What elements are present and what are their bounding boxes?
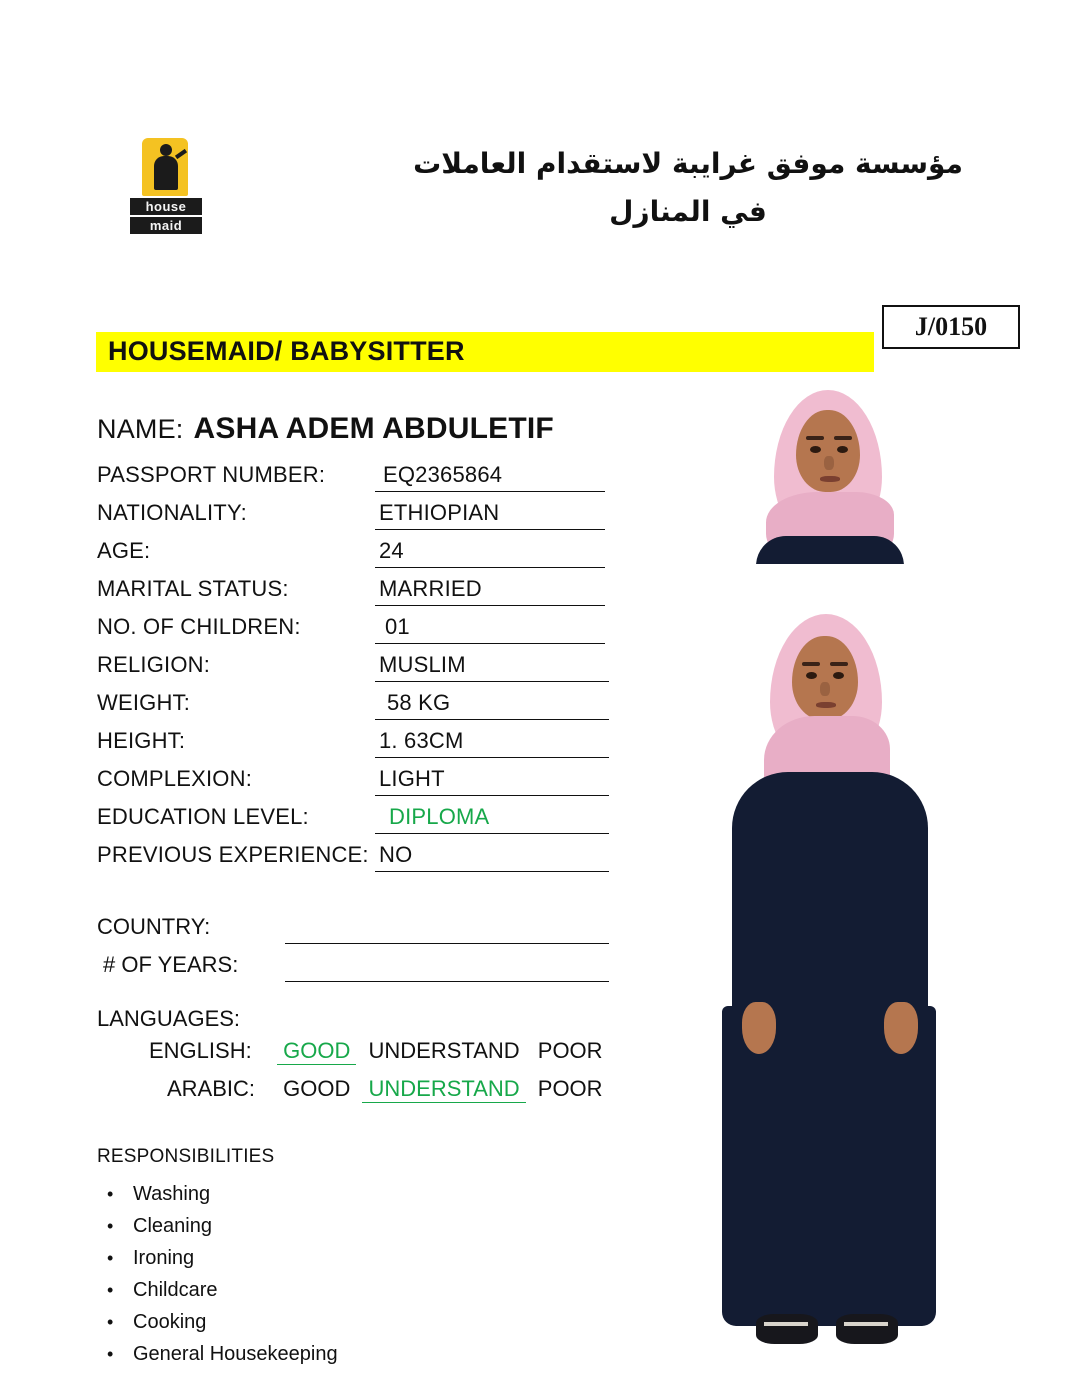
headshot-brow-left — [806, 436, 824, 440]
full-body-eye-left — [806, 672, 817, 679]
logo-maid-icon — [142, 138, 188, 196]
agency-name-arabic — [408, 140, 968, 236]
detail-label: EDUCATION LEVEL: — [97, 804, 309, 829]
detail-value: MARRIED — [379, 576, 482, 601]
agency-name-arabic-line1: مؤسسة موفق غرايبة لاستقدام العاملات — [413, 147, 963, 180]
page-title: HOUSEMAID/ BABYSITTER — [108, 336, 465, 366]
detail-underline — [375, 529, 605, 530]
list-item: • Ironing — [133, 1242, 617, 1274]
full-body-dress-lower — [722, 1006, 936, 1326]
language-level-poor: POOR — [537, 1038, 603, 1063]
company-logo — [98, 128, 234, 256]
applicant-headshot — [722, 384, 922, 564]
detail-value: 01 — [385, 614, 410, 639]
detail-value: 1. 63CM — [379, 728, 464, 753]
detail-underline — [375, 605, 605, 606]
detail-label: NO. OF CHILDREN: — [97, 614, 301, 639]
full-body-sandal-strap-left — [764, 1322, 808, 1326]
language-row-english — [97, 1038, 637, 1076]
detail-value: EQ2365864 — [383, 462, 503, 487]
experience-row-years — [97, 950, 587, 988]
list-item: • Childcare — [133, 1274, 617, 1306]
detail-row-age — [97, 536, 587, 574]
languages-section — [97, 1006, 637, 1114]
language-row-arabic — [97, 1076, 637, 1114]
headshot-eye-left — [810, 446, 821, 453]
responsibilities-list — [97, 1178, 617, 1370]
applicant-details-list — [97, 460, 587, 878]
detail-label: NATIONALITY: — [97, 500, 247, 525]
detail-underline — [375, 643, 605, 644]
detail-underline — [375, 567, 605, 568]
name-label: NAME: — [97, 414, 184, 444]
detail-value: 24 — [379, 538, 404, 563]
experience-details-block — [97, 912, 587, 988]
language-level-understand: UNDERSTAND — [368, 1038, 520, 1063]
detail-value: ETHIOPIAN — [379, 500, 500, 525]
detail-label: COMPLEXION: — [97, 766, 253, 791]
full-body-brow-left — [802, 662, 820, 666]
language-level-good: GOOD — [283, 1076, 351, 1101]
language-level-good: GOOD — [277, 1038, 356, 1065]
detail-underline — [375, 491, 605, 492]
experience-underline — [285, 943, 609, 944]
reference-code-box — [882, 305, 1020, 349]
detail-value: MUSLIM — [379, 652, 466, 677]
full-body-sandal-strap-right — [844, 1322, 888, 1326]
detail-underline — [375, 719, 609, 720]
headshot-nose — [824, 456, 834, 470]
logo-head-shape — [160, 144, 172, 156]
applicant-full-body-photo — [660, 596, 990, 1364]
detail-row-religion — [97, 650, 587, 688]
full-body-mouth — [816, 702, 836, 708]
full-body-hand-left — [742, 1002, 776, 1054]
document-header — [0, 120, 1078, 260]
agency-name-arabic-line2: في المنازل — [609, 195, 767, 228]
full-body-hand-right — [884, 1002, 918, 1054]
detail-row-nationality — [97, 498, 587, 536]
responsibilities-title: RESPONSIBILITIES — [97, 1146, 275, 1167]
language-level-understand: UNDERSTAND — [362, 1076, 525, 1103]
list-item: • Cooking — [133, 1306, 617, 1338]
detail-row-complexion — [97, 764, 587, 802]
detail-label: RELIGION: — [97, 652, 211, 677]
detail-row-children — [97, 612, 587, 650]
full-body-brow-right — [830, 662, 848, 666]
detail-value: DIPLOMA — [389, 804, 490, 829]
full-body-sandal-left — [756, 1314, 818, 1344]
full-body-sandal-right — [836, 1314, 898, 1344]
name-value: ASHA ADEM ABDULETIF — [193, 412, 554, 445]
headshot-brow-right — [834, 436, 852, 440]
detail-underline — [375, 757, 609, 758]
logo-wordmark — [130, 198, 202, 236]
detail-underline — [375, 795, 609, 796]
reference-code-text: J/0150 — [914, 312, 988, 341]
logo-graphic — [116, 138, 216, 248]
detail-underline — [375, 833, 609, 834]
detail-row-passport-number — [97, 460, 587, 498]
language-level-poor: POOR — [537, 1076, 603, 1101]
detail-value: 58 KG — [387, 690, 451, 715]
experience-underline — [285, 981, 609, 982]
detail-row-weight — [97, 688, 587, 726]
language-name: ARABIC: — [166, 1076, 255, 1101]
responsibilities-section — [97, 1146, 617, 1370]
full-body-nose — [820, 682, 830, 696]
list-item: • General Housekeeping — [133, 1338, 617, 1370]
detail-label: PREVIOUS EXPERIENCE: — [97, 842, 369, 867]
logo-wordmark-line2: maid — [130, 217, 202, 234]
detail-underline — [375, 871, 609, 872]
detail-label: PASSPORT NUMBER: — [97, 462, 326, 487]
list-item: • Washing — [133, 1178, 617, 1210]
headshot-eye-right — [837, 446, 848, 453]
languages-heading: LANGUAGES: — [97, 1006, 241, 1031]
detail-label: WEIGHT: — [97, 690, 191, 715]
detail-value: LIGHT — [379, 766, 445, 791]
experience-label: # OF YEARS: — [103, 952, 239, 977]
detail-label: HEIGHT: — [97, 728, 186, 753]
detail-label: AGE: — [97, 538, 151, 563]
detail-row-previous-experience — [97, 840, 587, 878]
detail-row-education-level — [97, 802, 587, 840]
detail-label: MARITAL STATUS: — [97, 576, 289, 601]
logo-arm-shape — [175, 149, 187, 159]
experience-label: COUNTRY: — [97, 914, 211, 939]
language-name: ENGLISH: — [149, 1038, 252, 1063]
applicant-name-row — [97, 412, 554, 446]
experience-row-country — [97, 912, 587, 950]
headshot-shoulders — [756, 536, 904, 564]
full-body-eye-right — [833, 672, 844, 679]
full-body-dress-upper — [732, 772, 928, 1022]
detail-row-height — [97, 726, 587, 764]
detail-row-marital-status — [97, 574, 587, 612]
detail-value: NO — [379, 842, 413, 867]
detail-underline — [375, 681, 609, 682]
headshot-mouth — [820, 476, 840, 482]
logo-wordmark-line1: house — [130, 198, 202, 215]
list-item: • Cleaning — [133, 1210, 617, 1242]
logo-body-shape — [154, 156, 178, 190]
